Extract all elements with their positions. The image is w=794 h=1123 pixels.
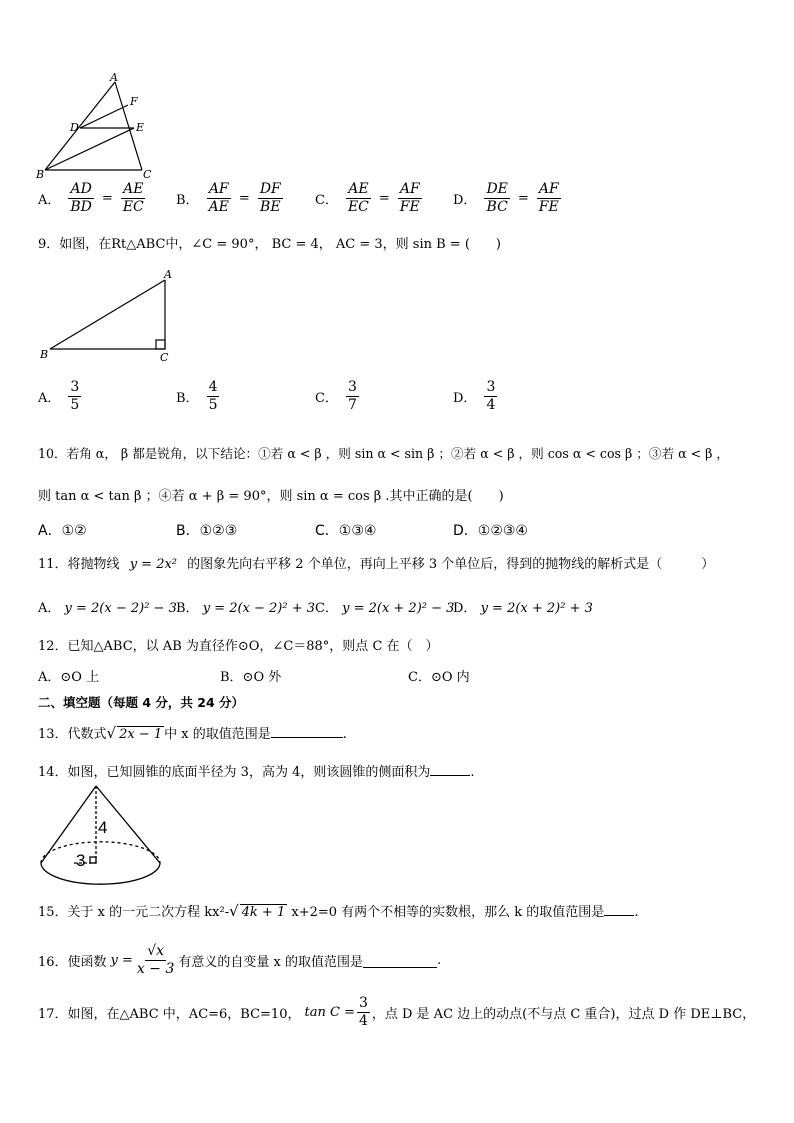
q12-option-a: A．⊙O 上 [38, 670, 100, 685]
q11-option-c: C． y = 2(x + 2)² − 3 [315, 601, 455, 616]
q9-option-a: A． $\frac{3}{5}$ [38, 379, 80, 413]
section-heading-fill-in: 二、填空题（每题 4 分，共 24 分） [38, 695, 245, 710]
q8-option-a: A． $\frac{AD}{BD}$ = $\frac{AE}{EC}$ [38, 181, 144, 215]
label-A: A [164, 268, 172, 281]
q9-text: 9．如图，在Rt△ABC中，∠C = 90°， BC = 4， AC = 3，则 sin B = ( ) [38, 237, 501, 252]
q8-option-b: B． $\frac{AF}{AE}$ = $\frac{DF}{BE}$ [176, 181, 281, 215]
q11-expression: y = 2x² [129, 557, 178, 572]
cone-radius-label: 3 [76, 851, 86, 870]
q14-cone-figure [36, 780, 166, 890]
q15-text: 15．关于 x 的一元二次方程 kx²-√ 4k + 1 x+2=0 有两个不相等的实数根，那么 k 的取值范围是 . [38, 902, 639, 920]
q13-answer-blank [271, 737, 343, 738]
q9-option-d: D． $\frac{3}{4}$ [453, 379, 496, 413]
q14-answer-blank [430, 775, 470, 776]
q15-answer-blank [604, 915, 634, 916]
q11-option-d: D． y = 2(x + 2)² + 3 [453, 601, 593, 616]
q14-text: 14．如图，已知圆锥的底面半径为 3，高为 4，则该圆锥的侧面积为 . [38, 765, 475, 780]
label-B: B [36, 168, 45, 180]
q9-option-b: B． $\frac{4}{5}$ [176, 379, 218, 413]
q10-text-line1: 10．若角 α， β 都是锐角，以下结论：①若 α < β ，则 sin α < sin β ；②若 α < β ，则 cos α < cos β ；③若 α < β ， [38, 446, 730, 461]
q10-text-line2: 则 tan α < tan β ；④若 α + β = 90°，则 sin α = cos β .其中正确的是( ) [38, 489, 504, 504]
q11-option-a: A． y = 2(x − 2)² − 3 [38, 601, 177, 616]
q10-option-d: D．①②③④ [453, 523, 528, 539]
q17-text: 17．如图，在△ABC 中，AC=6，BC=10， tan C = $\frac{3}{4}$ ，点 D 是 AC 边上的动点(不与点 C 重合)，过点 D 作 DE⊥BC， [38, 995, 756, 1029]
label-D: D [70, 121, 79, 134]
q11-text: 11．将抛物线 y = 2x² 的图象先向右平移 2 个单位，再向上平移 3 个单位后，得到的抛物线的解析式是（ ） [38, 557, 715, 572]
q12-text: 12．已知△ABC，以 AB 为直径作⊙O，∠C＝88°，则点 C 在（ ） [38, 639, 439, 654]
label-C: C [143, 168, 152, 180]
q16-answer-blank [363, 953, 437, 968]
q10-option-c: C．①③④ [315, 523, 377, 539]
q9-option-c: C． $\frac{3}{7}$ [315, 379, 357, 413]
q13-text: 13．代数式√ 2x − 1 中 x 的取值范围是 . [38, 724, 347, 742]
q11-option-b: B． y = 2(x − 2)² + 3 [176, 601, 316, 616]
label-F: F [130, 95, 138, 108]
label-E: E [136, 121, 145, 134]
label-C: C [160, 351, 169, 364]
cone-height-label: 4 [98, 818, 108, 837]
q10-option-a: A．①② [38, 523, 87, 539]
q12-option-c: C．⊙O 内 [408, 670, 470, 685]
q9-right-triangle-figure [36, 266, 186, 364]
q10-option-b: B．①②③ [176, 523, 238, 539]
q16-text: 16．使函数 y = $\frac{√x}{x - 3}$ 有意义的自变量 x 的取值范围是 . [38, 943, 442, 977]
q8-triangle-figure [30, 72, 160, 180]
label-A: A [110, 72, 118, 84]
q8-option-c: C． $\frac{AE}{EC}$ = $\frac{AF}{FE}$ [315, 181, 420, 215]
q12-option-b: B．⊙O 外 [220, 670, 282, 685]
q8-option-d: D． $\frac{DE}{BC}$ = $\frac{AF}{FE}$ [453, 181, 559, 215]
label-B: B [40, 348, 49, 361]
